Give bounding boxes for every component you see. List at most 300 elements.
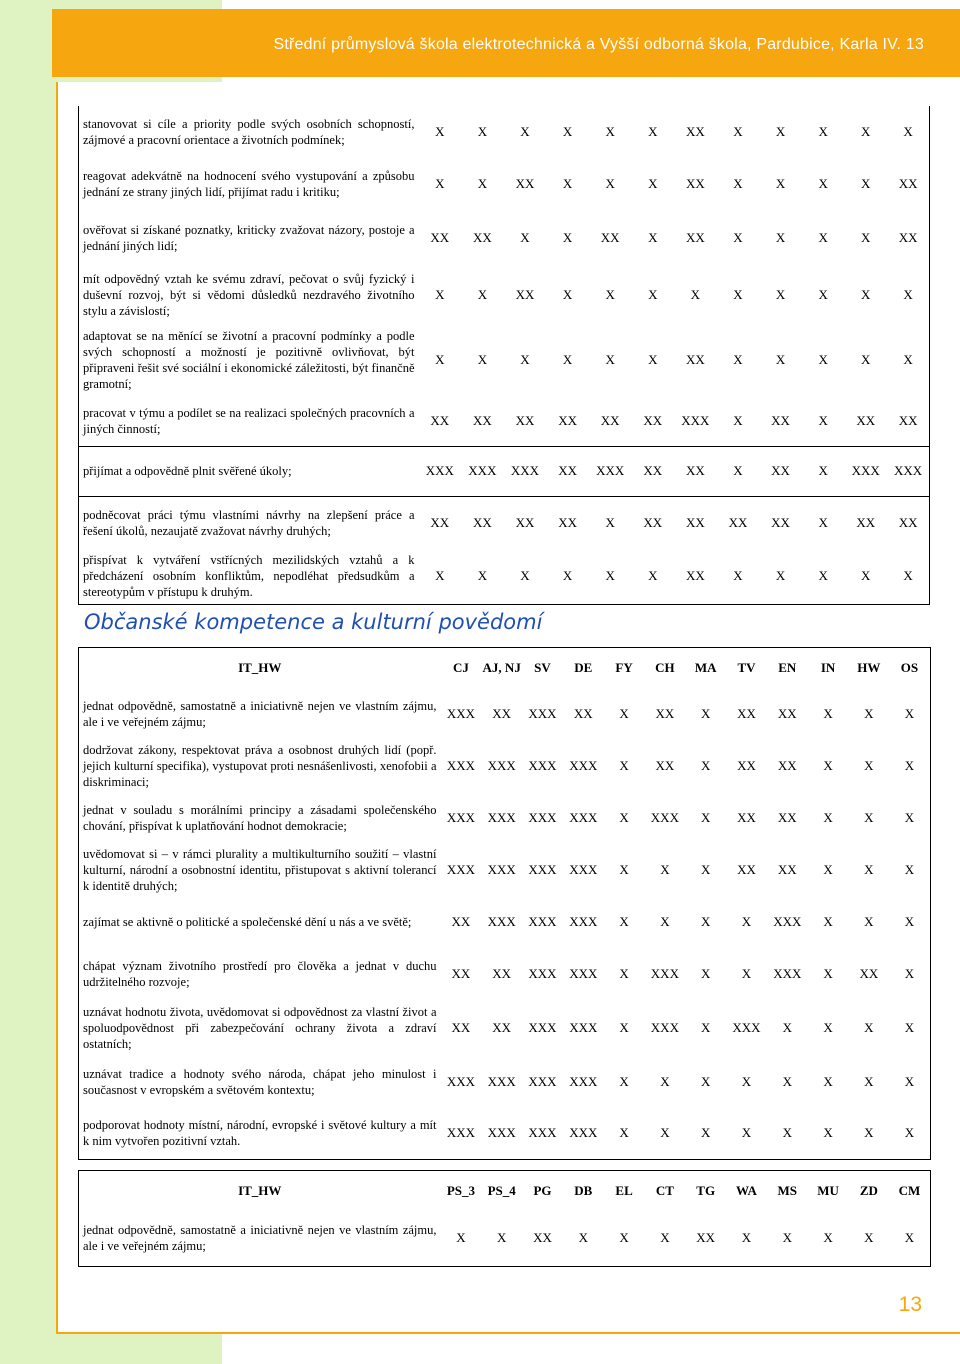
subject-mark: XX	[600, 230, 620, 245]
subject-mark: XX	[685, 568, 705, 584]
subject-mark: XX	[643, 412, 663, 428]
subject-mark: X	[700, 861, 711, 877]
subject-mark: XXX	[773, 913, 802, 929]
subject-mark: X	[818, 568, 828, 584]
table-row	[79, 158, 930, 210]
subject-mark: XXX	[569, 1019, 598, 1035]
column-header: TV	[737, 659, 756, 675]
subject-mark: X	[861, 287, 871, 302]
subject-mark: XX	[777, 705, 797, 721]
subject-mark: X	[456, 1230, 466, 1246]
subject-mark: XXX	[446, 705, 475, 721]
table-row	[79, 1056, 931, 1108]
column-header: IN	[820, 659, 836, 675]
subject-mark: X	[733, 412, 743, 428]
subject-mark: X	[435, 176, 445, 191]
subject-mark: X	[648, 176, 658, 191]
subject-mark: XXX	[446, 1125, 475, 1141]
subject-mark: XX	[655, 705, 675, 721]
subject-mark: X	[861, 568, 871, 584]
subject-mark: XX	[558, 412, 577, 428]
column-header: SV	[534, 659, 551, 675]
subject-mark: XXX	[528, 809, 557, 825]
subject-mark: XXX	[528, 965, 557, 981]
competence-description: adaptovat se na měnící se životní a pracovní podmínky a podle svých schopností a možností je pozitivně ovlivňovat, být připraveni řešit své sociální i ekonomické záležitosti, být finančně gramotní;	[83, 329, 415, 391]
competence-description: uznávat hodnotu života, uvědomovat si odpovědnost za vlastní život a spoluodpovědnost při zabezpečování ochrany života a zdraví ostatních;	[83, 1004, 437, 1051]
subject-mark: X	[605, 352, 615, 367]
competence-description: uznávat tradice a hodnoty svého národa, chápat jeho minulost i současnost v evropském a světovém kontextu;	[83, 1066, 437, 1097]
subject-mark: X	[605, 287, 615, 302]
subject-mark: XX	[533, 1230, 552, 1246]
subject-mark: X	[904, 705, 915, 721]
table-row	[79, 792, 931, 844]
column-header: MS	[777, 1182, 798, 1198]
subject-mark: X	[864, 861, 874, 877]
table-row	[79, 447, 930, 497]
subject-mark: XX	[515, 412, 535, 428]
subject-mark: X	[619, 809, 629, 825]
subject-mark: X	[660, 1125, 670, 1141]
subject-mark: XX	[777, 757, 797, 773]
subject-mark: X	[775, 287, 786, 302]
subject-mark: XXX	[446, 757, 475, 773]
subject-mark: XX	[685, 515, 705, 530]
column-header: WA	[736, 1182, 757, 1198]
subject-mark: XXX	[893, 463, 923, 479]
subject-mark: XX	[728, 515, 748, 530]
subject-mark: XX	[685, 352, 705, 367]
frame-line-left	[56, 82, 58, 1334]
subject-mark: X	[782, 1073, 792, 1089]
subject-mark: X	[818, 230, 828, 245]
column-header: CJ	[452, 659, 469, 675]
subject-mark: XXX	[528, 1125, 557, 1141]
subject-mark: X	[903, 287, 913, 302]
subject-mark: X	[733, 124, 743, 139]
subject-mark: XX	[737, 809, 756, 825]
subject-mark: XX	[685, 176, 705, 191]
table-row	[79, 266, 930, 324]
competence-description: podporovat hodnoty místní, národní, evropské i světové kultury a mít k nim vytvořen pozitivní vztah.	[83, 1118, 437, 1149]
competence-description: ověřovat si získané poznatky, kriticky zvažovat názory, postoje a jednání jiných lidí;	[83, 223, 415, 253]
subject-mark: X	[619, 705, 629, 721]
subject-mark: XXX	[487, 757, 516, 773]
subject-mark: X	[520, 352, 530, 367]
competence-description: reagovat adekvátně na hodnocení svého vystupování a způsobu jednání ze strany jiných lidí, přijímat radu i kritiku;	[83, 169, 415, 199]
column-header: EL	[615, 1182, 633, 1198]
subject-mark: X	[823, 809, 833, 825]
table-row	[79, 1000, 931, 1056]
subject-mark: X	[782, 1125, 792, 1141]
subject-mark: X	[648, 568, 658, 584]
subject-mark: XXX	[528, 861, 557, 877]
subject-mark: XX	[737, 757, 756, 773]
subject-mark: X	[648, 352, 658, 367]
subject-mark: X	[690, 287, 701, 302]
subject-mark: X	[864, 913, 874, 929]
subject-mark: X	[904, 861, 915, 877]
subject-mark: X	[903, 124, 913, 139]
table-row	[79, 1211, 931, 1267]
subject-mark: X	[497, 1230, 507, 1246]
subject-mark: X	[818, 412, 828, 428]
subject-mark: XXX	[528, 1019, 557, 1035]
subject-mark: XX	[777, 861, 797, 877]
subject-mark: X	[733, 568, 743, 584]
subject-mark: X	[818, 515, 828, 530]
competence-description: uvědomovat si – v rámci plurality a multikulturního soužití – vlastní kulturní, národní a osobnostní identitu, přistupovat s aktivní tolerancí k identitě druhých;	[83, 846, 437, 893]
subject-mark: X	[477, 568, 488, 584]
subject-mark: XX	[558, 463, 577, 479]
subject-mark: XX	[777, 809, 797, 825]
subject-mark: XXX	[510, 463, 540, 479]
subject-mark: XXX	[487, 861, 516, 877]
subject-mark: XX	[430, 412, 450, 428]
subject-mark: X	[648, 287, 658, 302]
subject-mark: X	[775, 124, 786, 139]
column-header: CM	[898, 1182, 921, 1198]
section-title: Občanské kompetence a kulturní povědomí	[84, 610, 543, 634]
subject-mark: X	[700, 757, 711, 773]
subject-mark: XX	[473, 515, 492, 530]
subject-mark: XX	[492, 965, 512, 981]
subject-mark: X	[648, 124, 658, 139]
column-header: HW	[857, 659, 881, 675]
subject-mark: X	[903, 352, 913, 367]
subject-mark: XX	[515, 515, 535, 530]
subject-mark: X	[823, 757, 833, 773]
subject-mark: X	[904, 1073, 915, 1089]
table-row	[79, 210, 930, 266]
table-row	[79, 549, 930, 604]
table-row	[79, 324, 930, 396]
subject-mark: XXX	[487, 809, 516, 825]
subject-mark: XX	[685, 124, 705, 139]
subject-mark: XXX	[446, 1073, 475, 1089]
subject-mark: X	[741, 1230, 752, 1246]
table-row	[79, 688, 931, 740]
subject-mark: XX	[430, 230, 450, 245]
column-header: TG	[696, 1182, 716, 1198]
table-row	[79, 497, 930, 549]
subject-mark: XXX	[851, 463, 880, 479]
subject-mark: X	[477, 287, 488, 302]
subject-mark: XX	[898, 515, 918, 530]
subject-mark: X	[619, 1230, 629, 1246]
subject-mark: X	[477, 124, 488, 139]
competence-description: chápat význam životního prostředí pro člověka a jednat v duchu udržitelného rozvoje;	[83, 958, 437, 989]
subject-mark: X	[775, 352, 786, 367]
subject-mark: XX	[771, 515, 790, 530]
subject-mark: X	[741, 965, 752, 981]
subject-mark: XX	[558, 515, 577, 530]
subject-mark: X	[700, 1125, 711, 1141]
subject-mark: X	[904, 809, 915, 825]
subject-mark: X	[741, 913, 752, 929]
subject-mark: X	[520, 124, 530, 139]
column-header: MA	[694, 659, 717, 675]
subject-mark: X	[562, 176, 573, 191]
competence-description: zajímat se aktivně o politické a společenské dění u nás a ve světě;	[83, 914, 412, 929]
subject-mark: X	[562, 124, 573, 139]
table-row	[79, 896, 931, 948]
subject-mark: X	[477, 176, 488, 191]
subject-mark: X	[435, 352, 445, 367]
subject-mark: X	[818, 352, 828, 367]
header-title: Střední průmyslová škola elektrotechnická a Vyšší odborná škola, Pardubice, Karla IV. 13	[273, 36, 924, 53]
subject-mark: X	[562, 568, 573, 584]
column-header: CT	[655, 1182, 674, 1198]
subject-mark: XXX	[569, 1073, 598, 1089]
subject-mark: XXX	[528, 913, 557, 929]
subject-mark: XX	[515, 287, 535, 302]
subject-mark: X	[861, 230, 871, 245]
table-header-row	[79, 648, 931, 688]
subject-mark: X	[864, 809, 874, 825]
subject-mark: X	[741, 1125, 752, 1141]
subject-mark: XX	[515, 176, 535, 191]
subject-mark: X	[818, 176, 828, 191]
table-row	[79, 948, 931, 1000]
column-header: AJ, NJ	[482, 659, 521, 675]
subject-mark: X	[700, 705, 711, 721]
subject-mark: X	[619, 1073, 629, 1089]
column-header: OS	[900, 659, 919, 675]
subject-mark: X	[864, 1073, 874, 1089]
subject-mark: X	[823, 1125, 833, 1141]
subject-mark: X	[775, 230, 786, 245]
subject-mark: XXX	[732, 1019, 761, 1035]
column-header: PS_3	[446, 1182, 475, 1198]
subject-mark: XX	[898, 176, 918, 191]
subject-mark: X	[904, 965, 915, 981]
subject-mark: XXX	[487, 1125, 516, 1141]
subject-mark: X	[562, 287, 573, 302]
subject-mark: X	[818, 124, 828, 139]
subject-mark: X	[823, 913, 833, 929]
subject-mark: XX	[473, 230, 492, 245]
competence-description: stanovovat si cíle a priority podle svých osobních schopností, zájmové a pracovní orientace a životních podmínek;	[83, 117, 415, 147]
subject-mark: X	[733, 230, 743, 245]
subject-mark: XXX	[487, 913, 516, 929]
column-header: FY	[615, 659, 633, 675]
subject-mark: X	[733, 176, 743, 191]
subject-mark: X	[904, 1019, 915, 1035]
subject-mark: X	[775, 568, 786, 584]
subject-mark: X	[605, 568, 615, 584]
subject-mark: XXX	[528, 757, 557, 773]
subject-mark: X	[818, 287, 828, 302]
subject-mark: XXX	[468, 463, 497, 479]
subject-mark: XXX	[569, 861, 598, 877]
subject-mark: XXX	[650, 1019, 679, 1035]
subject-mark: XX	[898, 230, 918, 245]
competence-description: jednat odpovědně, samostatně a iniciativně nejen ve vlastním zájmu, ale i ve veřejném zájmu;	[83, 1223, 437, 1254]
column-header: MU	[817, 1182, 839, 1198]
subject-mark: XX	[643, 515, 663, 530]
column-header: PS_4	[487, 1182, 516, 1198]
subject-mark: XX	[643, 463, 663, 479]
subject-mark: X	[605, 515, 615, 530]
subject-mark: XX	[473, 412, 492, 428]
subject-mark: X	[823, 965, 833, 981]
subject-mark: X	[619, 861, 629, 877]
subject-mark: X	[619, 965, 629, 981]
subject-mark: X	[700, 809, 711, 825]
competence-description: pracovat v týmu a podílet se na realizaci společných pracovních a jiných činností;	[83, 405, 415, 436]
subject-mark: X	[904, 757, 915, 773]
subject-mark: XXX	[487, 1073, 516, 1089]
subject-mark: X	[782, 1019, 792, 1035]
subject-mark: X	[861, 176, 871, 191]
page-number: 13	[898, 1293, 922, 1316]
table-header-row	[79, 1171, 931, 1211]
subject-mark: X	[823, 705, 833, 721]
competence-description: jednat odpovědně, samostatně a iniciativně nejen ve vlastním zájmu, ale i ve veřejném zájmu;	[83, 698, 437, 729]
subject-mark: X	[823, 1019, 833, 1035]
subject-mark: X	[477, 352, 488, 367]
subject-mark: X	[562, 230, 573, 245]
table-row	[79, 1108, 931, 1160]
subject-mark: X	[864, 1125, 874, 1141]
subject-mark: X	[435, 568, 445, 584]
subject-mark: X	[818, 463, 828, 479]
competence-table-3	[78, 1170, 931, 1267]
subject-mark: XXX	[528, 705, 557, 721]
table-row	[79, 740, 931, 792]
competence-description: jednat v souladu s morálními principy a zásadami společenského chování, přispívat k uplatňování hodnot demokracie;	[83, 802, 437, 833]
subject-mark: X	[700, 1019, 711, 1035]
subject-mark: XXX	[650, 809, 679, 825]
subject-mark: XXX	[650, 965, 679, 981]
competence-description: přispívat k vytváření vstřícných mezilidských vztahů a k předcházení osobním konfliktům, nepodléhat předsudkům a stereotypům v přístupu k druhým.	[83, 553, 415, 600]
table-row	[79, 396, 930, 446]
subject-mark: XX	[492, 1019, 512, 1035]
subject-mark: X	[741, 1073, 752, 1089]
subject-mark: XX	[451, 913, 471, 929]
competence-table-2	[78, 647, 931, 1160]
subject-mark: XXX	[569, 913, 598, 929]
subject-mark: X	[660, 913, 670, 929]
subject-mark: X	[823, 1073, 833, 1089]
subject-mark: X	[562, 352, 573, 367]
subject-mark: X	[733, 287, 743, 302]
subject-mark: XX	[856, 412, 876, 428]
subject-mark: X	[864, 1230, 874, 1246]
subject-mark: X	[864, 1019, 874, 1035]
subject-mark: XXX	[446, 809, 475, 825]
subject-mark: XXX	[569, 1125, 598, 1141]
subject-mark: X	[904, 1230, 915, 1246]
subject-mark: X	[700, 1073, 711, 1089]
subject-mark: X	[782, 1230, 792, 1246]
subject-mark: X	[733, 352, 743, 367]
subject-mark: X	[823, 861, 833, 877]
subject-mark: XX	[859, 965, 879, 981]
table-row	[79, 844, 931, 896]
subject-mark: XX	[685, 230, 705, 245]
frame-line-bottom	[56, 1332, 960, 1334]
subject-mark: XX	[451, 1019, 471, 1035]
competence-description: dodržovat zákony, respektovat práva a osobnost druhých lidí (popř. jejich kulturní specifika), vystupovat proti nesnášenlivosti, xenofobii a diskriminaci;	[83, 742, 437, 789]
subject-mark: XX	[771, 412, 790, 428]
subject-mark: XX	[492, 705, 512, 721]
subject-mark: X	[619, 1125, 629, 1141]
subject-mark: X	[904, 1125, 915, 1141]
competence-table-1	[78, 106, 930, 605]
competence-description: přijímat a odpovědně plnit svěřené úkoly;	[83, 464, 292, 479]
subject-mark: XX	[685, 463, 705, 479]
column-header: PG	[533, 1182, 552, 1198]
column-header: DB	[574, 1182, 593, 1198]
subject-mark: X	[660, 1230, 670, 1246]
subject-mark: XXX	[569, 757, 598, 773]
subject-mark: XX	[573, 705, 593, 721]
subject-mark: X	[660, 1073, 670, 1089]
subject-mark: XXX	[596, 463, 625, 479]
subject-mark: X	[520, 568, 530, 584]
subject-mark: X	[520, 230, 530, 245]
subject-mark: XXX	[446, 861, 475, 877]
subject-mark: XXX	[425, 463, 454, 479]
column-header: IT_HW	[238, 659, 282, 675]
subject-mark: X	[648, 230, 658, 245]
subject-mark: X	[700, 965, 711, 981]
table-row	[79, 106, 930, 158]
subject-mark: X	[619, 1019, 629, 1035]
subject-mark: X	[864, 705, 874, 721]
subject-mark: XXX	[569, 965, 598, 981]
column-header: CH	[655, 659, 675, 675]
subject-mark: XX	[696, 1230, 716, 1246]
subject-mark: XXX	[528, 1073, 557, 1089]
subject-mark: X	[660, 861, 670, 877]
column-header: EN	[778, 659, 797, 675]
subject-mark: X	[861, 352, 871, 367]
subject-mark: XXX	[773, 965, 802, 981]
subject-mark: XX	[655, 757, 675, 773]
subject-mark: XX	[430, 515, 450, 530]
subject-mark: X	[619, 913, 629, 929]
subject-mark: X	[605, 176, 615, 191]
subject-mark: XXX	[681, 412, 710, 428]
subject-mark: X	[903, 568, 913, 584]
subject-mark: XX	[856, 515, 876, 530]
subject-mark: XX	[898, 412, 918, 428]
subject-mark: XX	[737, 861, 756, 877]
subject-mark: XX	[451, 965, 471, 981]
subject-mark: X	[775, 176, 786, 191]
column-header: IT_HW	[238, 1182, 282, 1198]
subject-mark: XXX	[569, 809, 598, 825]
subject-mark: X	[435, 287, 445, 302]
subject-mark: X	[605, 124, 615, 139]
subject-mark: X	[578, 1230, 588, 1246]
subject-mark: XX	[600, 412, 620, 428]
subject-mark: XX	[737, 705, 756, 721]
subject-mark: X	[864, 757, 874, 773]
competence-description: mít odpovědný vztah ke svému zdraví, pečovat o svůj fyzický i duševní rozvoj, být si vědomi důsledků nezdravého životního stylu a závislostí;	[83, 272, 415, 318]
subject-mark: X	[733, 463, 743, 479]
subject-mark: X	[823, 1230, 833, 1246]
subject-mark: X	[904, 913, 915, 929]
competence-description: podněcovat práci týmu vlastními návrhy na zlepšení práce a řešení úkolů, nezaujatě zvažovat návrhy druhých;	[83, 508, 415, 538]
subject-mark: X	[435, 124, 445, 139]
subject-mark: XX	[771, 463, 790, 479]
subject-mark: X	[619, 757, 629, 773]
subject-mark: X	[700, 913, 711, 929]
subject-mark: X	[861, 124, 871, 139]
